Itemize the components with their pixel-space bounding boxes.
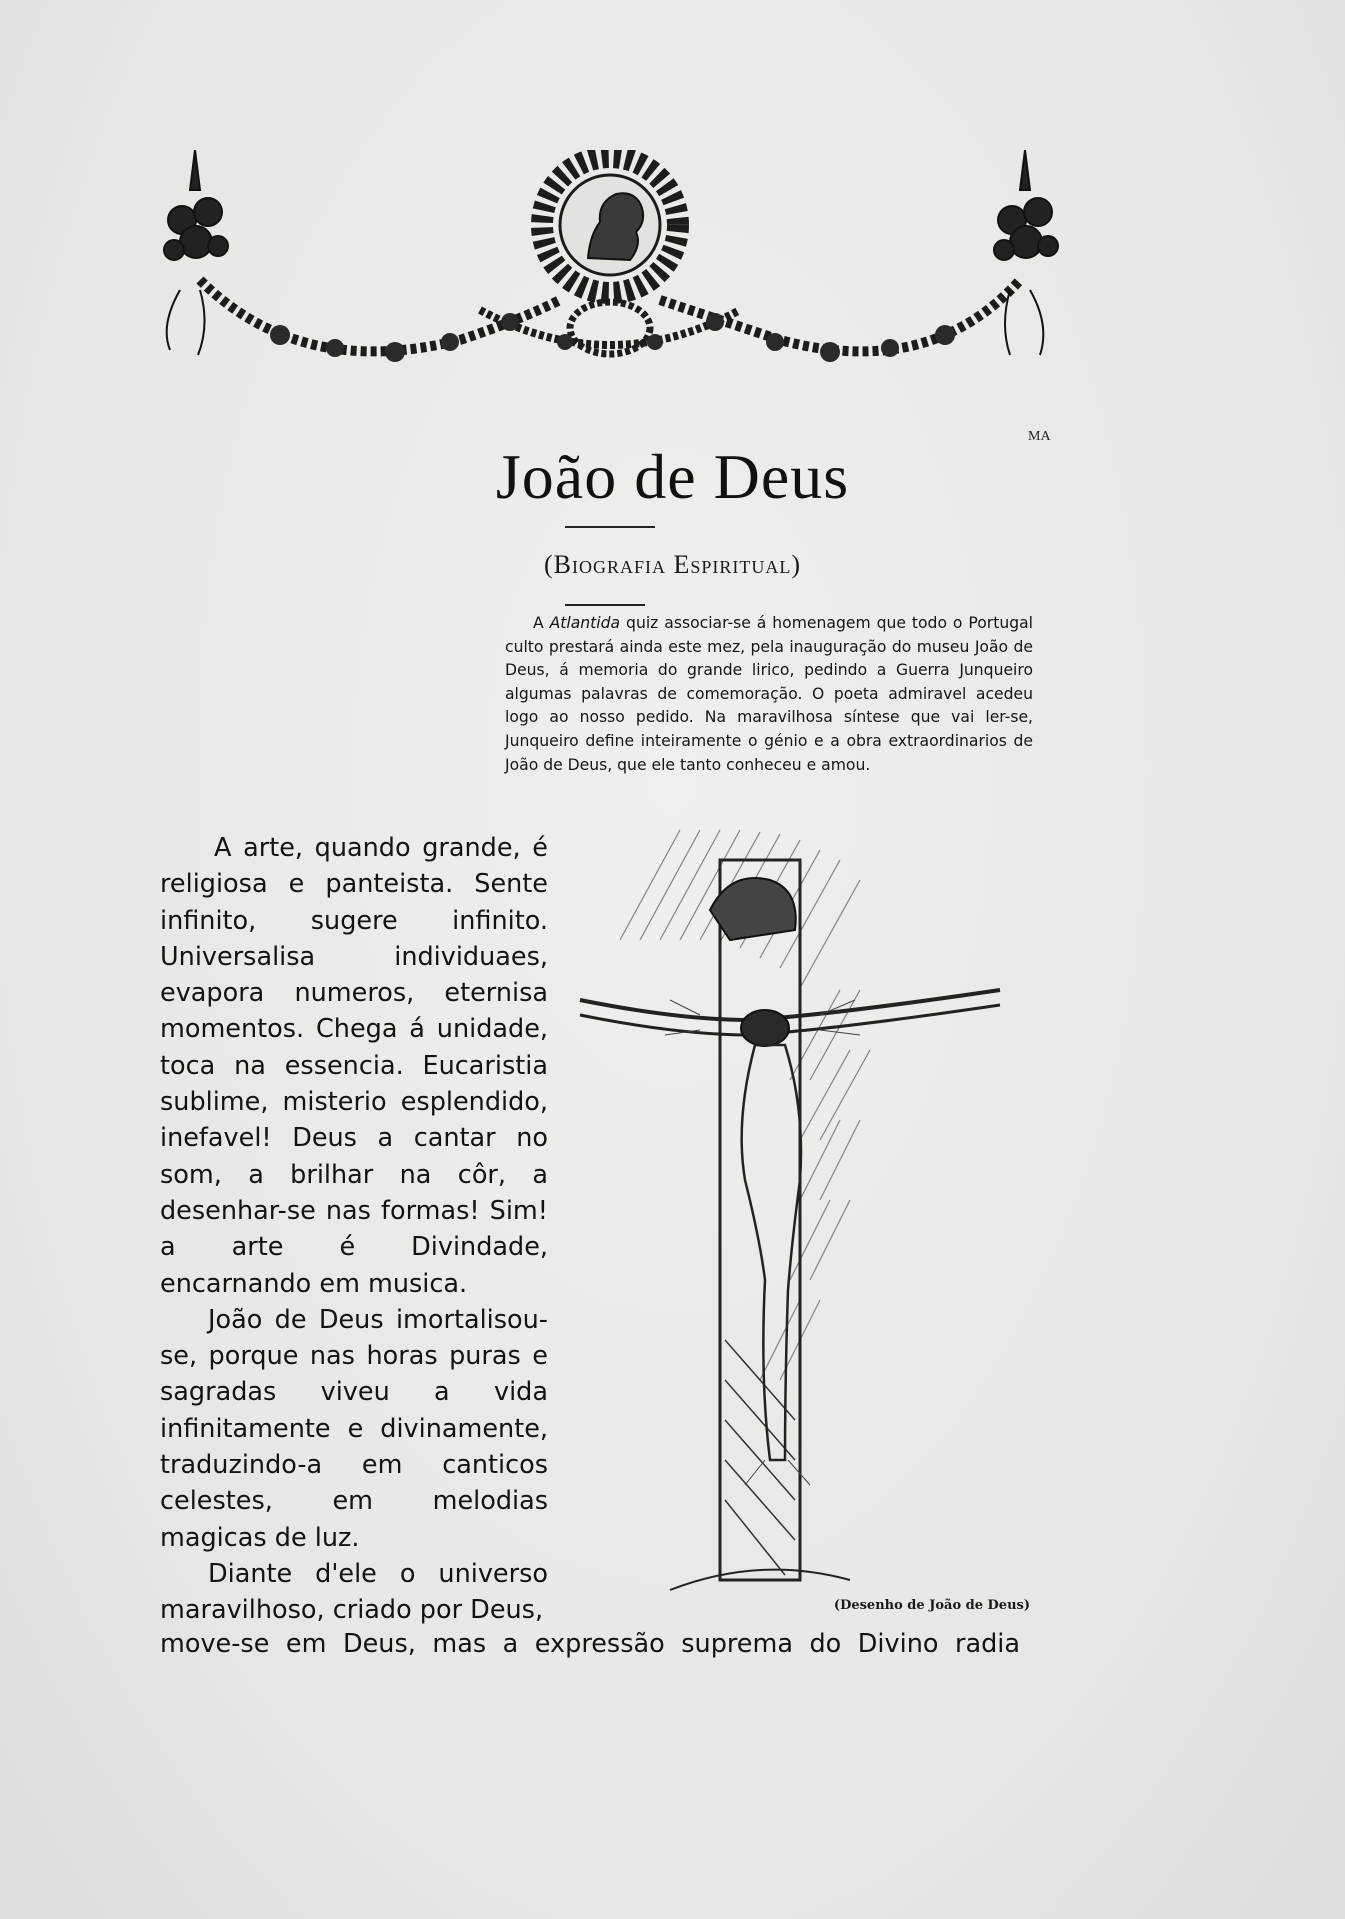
body-last-line: move-se em Deus, mas a expressão suprema do Divino radia [160,1629,1020,1659]
body-paragraph-1: A arte, quando grande, é religiosa e panteista. Sente infinito, sugere infinito. Universalisa individuaes, evapora numeros, eternisa momentos. Chega á unidade, toca na essencia. Eucaristia sublime, misterio esplendido, inefavel! Deus a cantar no som, a brilhar na côr, a desenhar-se nas formas! Sim! a arte é Divindade, encarnando em musica. [160,833,548,1299]
body-column [160,830,548,1629]
subtitle: (Biografia Espiritual) [543,550,802,579]
publication-name: Atlantida [549,614,621,632]
illustration-caption: (Desenho de João de Deus) [833,1598,1030,1613]
ornament-signature: MA [1028,429,1051,444]
garland-portrait-ornament [160,150,1060,460]
intro-lead: A [533,614,550,632]
body-paragraph-2: João de Deus imortalisou-se, porque nas horas puras e sagradas viveu a vida infinitamente e divinamente, traduzindo-a em canticos celestes, em melodias magicas de luz. [160,1304,548,1553]
intro-text: quiz associar-se á homenagem que todo o Portugal culto prestará ainda este mez, pela inauguração do museu João de Deus, á memoria do grande lirico, pedindo a Guerra Junqueiro algumas palavras de comemoração. O poeta admiravel acedeu logo ao nosso pedido. Na maravilhosa síntese que vai ler-se, Junqueiro define inteiramente o génio e a obra extraordinarios de João de Deus, que ele tanto conheceu e amou. [505,614,1034,774]
left-bouquet [164,150,228,355]
right-bouquet [994,150,1058,355]
subtitle-divider [565,604,645,606]
crucifix-drawing [560,820,1020,1610]
title-divider [565,526,655,528]
intro-paragraph [505,612,1033,777]
body-paragraph-3: Diante d'ele o universo maravilhoso, criado por Deus, [160,1558,548,1626]
page-title: João de Deus [495,441,850,512]
